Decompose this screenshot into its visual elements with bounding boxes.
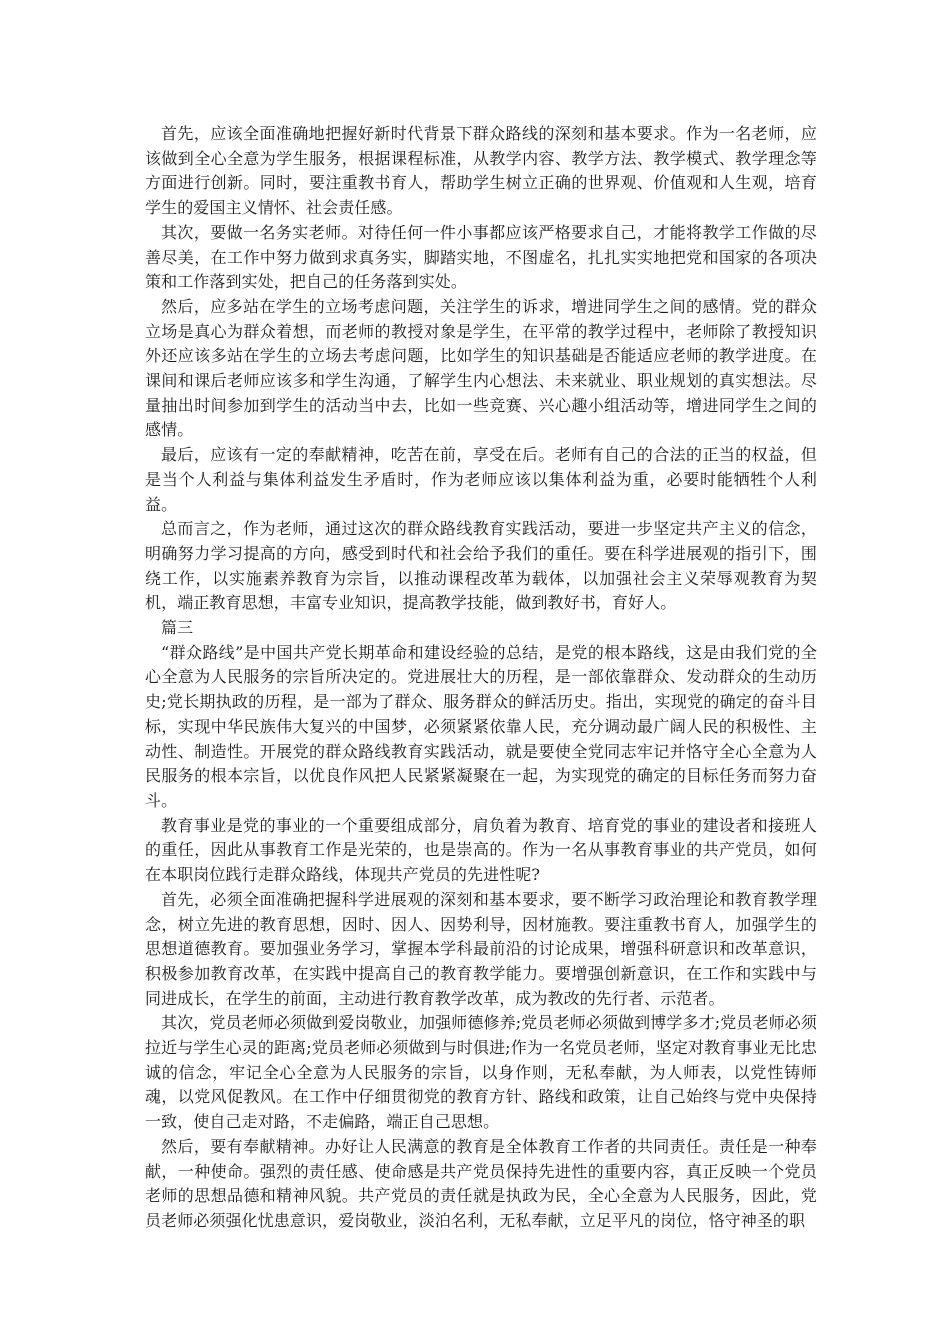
paragraph: 首先，应该全面准确地把握好新时代背景下群众路线的深刻和基本要求。作为一名老师，应该做到全心全意为学生服务，根据课程标准，从教学内容、教学方法、教学模式、教学理念等方面进行创新。同时，要注重教书育人，帮助学生树立正确的世界观、价值观和人生观，培育学生的爱国主义情怀、社会责任感。	[145, 124, 817, 218]
paragraph: 其次，要做一名务实老师。对待任何一件小事都应该严格要求自己，才能将教学工作做的尽善尽美，在工作中努力做到求真务实，脚踏实地，不图虚名，扎扎实实地把党和国家的各项决策和工作落到实处，把自己的任务落到实处。	[145, 222, 817, 292]
paragraph: 其次，党员老师必须做到爱岗敬业，加强师德修养;党员老师必须做到博学多才;党员老师必须拉近与学生心灵的距离;党员老师必须做到与时俱进;作为一名党员老师，坚定对教育事业无比忠诚的信念，牢记全心全意为人民服务的宗旨，以身作则，无私奉献，为人师表，以党性铸师魂，以党风促教风。在工作中仔细贯彻党的教育方针、路线和政策，让自己始终与党中央保持一致，使自己走对路，不走偏路，端正自己思想。	[145, 1013, 817, 1132]
paragraph: 最后，应该有一定的奉献精神，吃苦在前，享受在后。老师有自己的合法的正当的权益，但是当个人利益与集体利益发生矛盾时，作为老师应该以集体利益为重，必要时能牺牲个人利益。	[145, 445, 817, 514]
paragraph: 然后，应多站在学生的立场考虑问题，关注学生的诉求，增进同学生之间的感情。党的群众立场是真心为群众着想，而老师的教授对象是学生，在平常的教学过程中，老师除了教授知识外还应该多站在学生的立场去考虑问题，比如学生的知识基础是否能适应老师的教学进度。在课间和课后老师应该多和学生沟通，了解学生内心想法、未来就业、职业规划的真实想法。尽量抽出时间参加到学生的活动当中去，比如一些竞赛、兴心趣小组活动等，增进同学生之间的感情。	[145, 296, 817, 440]
paragraph: 教育事业是党的事业的一个重要组成部分，肩负着为教育、培育党的事业的建设者和接班人的重任，因此从事教育工作是光荣的，也是崇高的。作为一名从事教育事业的共产党员，如何在本职岗位践行走群众路线，体现共产党员的先进性呢?	[145, 815, 817, 885]
paragraph: “群众路线”是中国共产党长期革命和建设经验的总结，是党的根本路线，这是由我们党的全心全意为人民服务的宗旨所决定的。党进展壮大的历程，是一部依靠群众、发动群众的生动历史;党长期执政的历程，是一部为了群众、服务群众的鲜活历史。指出，实现党的确定的奋斗目标，实现中华民族伟大复兴的中国梦，必须紧紧依靠人民，充分调动最广阔人民的积极性、主动性、制造性。开展党的群众路线教育实践活动，就是要使全党同志牢记并恪守全心全意为人民服务的根本宗旨，以优良作风把人民紧紧凝聚在一起，为实现党的确定的目标任务而努力奋斗。	[145, 642, 817, 810]
paragraph: 总而言之，作为老师，通过这次的群众路线教育实践活动，要进一步坚定共产主义的信念，明确努力学习提高的方向，感受到时代和社会给予我们的重任。要在科学进展观的指引下，围绕工作，以实施素养教育为宗旨，以推动课程改革为载体，以加强社会主义荣辱观教育为契机，端正教育思想，丰富专业知识，提高教学技能，做到教好书，育好人。	[145, 519, 817, 613]
document-body	[145, 122, 817, 1234]
paragraph: 首先，必须全面准确把握科学进展观的深刻和基本要求，要不断学习政治理论和教育教学理念，树立先进的教育思想，因时、因人、因势利导，因材施教。要注重教书育人，加强学生的思想道德教育。要加强业务学习，掌握本学科最前沿的讨论成果，增强科研意识和改革意识，积极参加教育改革，在实践中提高自己的教育教学能力。要增强创新意识，在工作和实践中与同进成长，在学生的前面，主动进行教育教学改革，成为教改的先行者、示范者。	[145, 889, 817, 1008]
section-heading: 篇三	[161, 618, 194, 638]
paragraph: 然后，要有奉献精神。办好让人民满意的教育是全体教育工作者的共同责任。责任是一种奉献，一种使命。强烈的责任感、使命感是共产党员保持先进性的重要内容，真正反映一个党员老师的思想品德和精神风貌。共产党员的责任就是执政为民，全心全意为人民服务，因此，党员老师必须强化忧患意识，爱岗敬业，淡泊名利，无私奉献，立足平凡的岗位，恪守神圣的职	[145, 1136, 817, 1230]
